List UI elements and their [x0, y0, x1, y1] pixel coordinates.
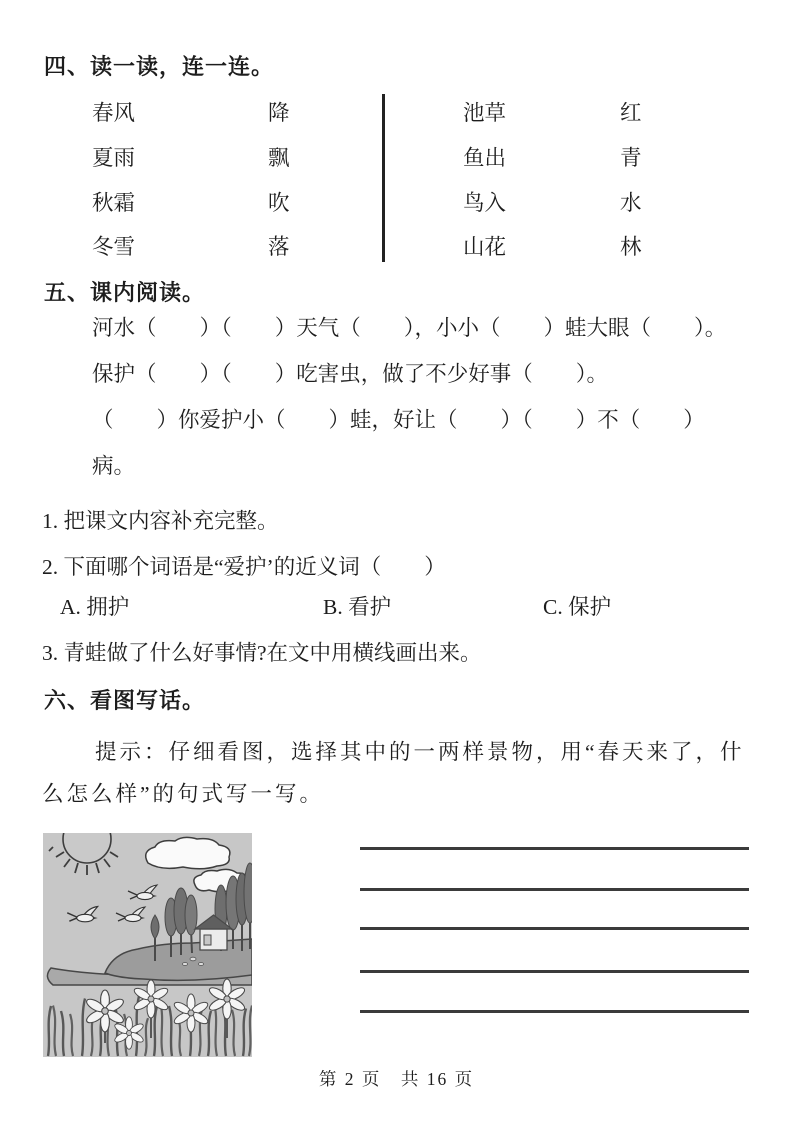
- answer-line: [360, 888, 749, 891]
- answer-line: [360, 970, 749, 973]
- match-right-word: 鸟入: [463, 191, 507, 215]
- section-five-heading: 五、课内阅读。: [44, 280, 206, 305]
- passage-line: 病。: [92, 454, 136, 478]
- match-right-char: 青: [620, 146, 642, 170]
- question-1: 1. 把课文内容补充完整。: [42, 509, 279, 533]
- match-right-word: 池草: [463, 101, 507, 125]
- matching-row: [0, 230, 793, 260]
- matching-row: [0, 186, 793, 216]
- matching-row: [0, 96, 793, 126]
- option-a: A. 拥护: [60, 595, 130, 619]
- match-left-char: 降: [268, 101, 290, 125]
- match-right-char: 水: [620, 191, 642, 215]
- match-left-word: 秋霜: [92, 191, 136, 215]
- matching-row: [0, 141, 793, 171]
- match-right-word: 山花: [463, 235, 507, 259]
- match-right-char: 红: [620, 101, 642, 125]
- section-four-heading: 四、读一读，连一连。: [44, 54, 275, 79]
- match-left-word: 夏雨: [92, 146, 136, 170]
- match-right-word: 鱼出: [463, 146, 507, 170]
- passage-line: 河水（ ）（ ）天气（ ），小小（ ）蛙大眼（ ）。: [92, 316, 727, 340]
- match-right-char: 林: [620, 235, 642, 259]
- hint-line: 么怎么样”的句式写一写。: [42, 782, 325, 806]
- spring-scene-image: [43, 833, 252, 1057]
- answer-line: [360, 927, 749, 930]
- match-left-char: 落: [268, 235, 290, 259]
- passage-line: （ ）你爱护小（ ）蛙，好让（ ）（ ）不（ ）: [92, 408, 705, 432]
- answer-line: [360, 847, 749, 850]
- hint-line: 提示：仔细看图，选择其中的一两样景物，用“春天来了，什: [95, 740, 745, 764]
- passage-line: 保护（ ）（ ）吃害虫，做了不少好事（ ）。: [92, 362, 609, 386]
- answer-line: [360, 1010, 749, 1013]
- option-b: B. 看护: [323, 595, 392, 619]
- spring-scene-sketch: [43, 833, 252, 1057]
- question-3: 3. 青蛙做了什么好事情?在文中用横线画出来。: [42, 641, 482, 665]
- match-left-word: 冬雪: [92, 235, 136, 259]
- match-left-word: 春风: [92, 101, 136, 125]
- page-number-footer: 第 2 页 共 16 页: [318, 1069, 475, 1089]
- option-c: C. 保护: [543, 595, 612, 619]
- match-left-char: 飘: [268, 146, 290, 170]
- match-left-char: 吹: [268, 191, 290, 215]
- question-2: 2. 下面哪个词语是“爱护’的近义词（ ）: [42, 555, 446, 579]
- column-divider-line: [382, 94, 385, 262]
- section-six-heading: 六、看图写话。: [44, 688, 206, 713]
